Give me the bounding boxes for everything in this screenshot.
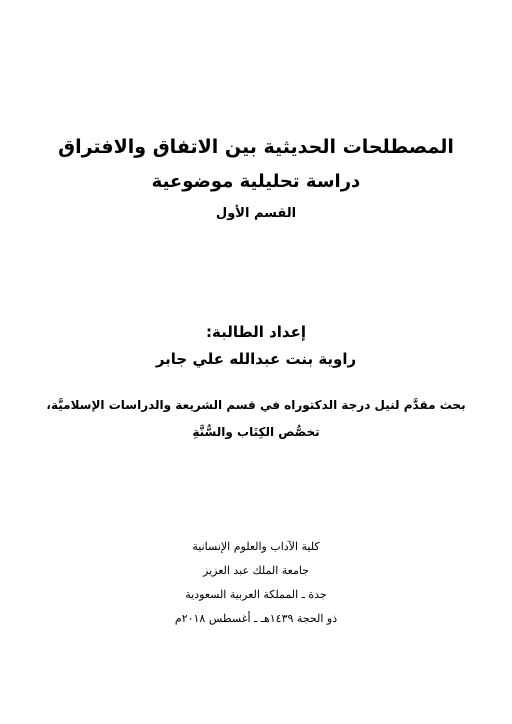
- faculty-name: كلية الآداب والعلوم الإنسانية: [192, 540, 320, 553]
- author-name: راوية بنت عبدالله علي جابر: [155, 350, 357, 368]
- document-subtitle: دراسة تحليلية موضوعية: [151, 171, 361, 192]
- submission-date: ذو الحجة ١٤٣٩هـ ـ أغسطس ٢٠١٨م: [174, 612, 338, 625]
- part-label: القسم الأول: [215, 206, 297, 221]
- university-name: جامعة الملك عبد العزيز: [203, 564, 309, 577]
- thesis-statement-line-1: بحث مقدَّم لنيل درجة الدكتوراه في قسم الشريعة والدراسات الإسلاميَّة،: [46, 398, 466, 412]
- thesis-statement-line-2: تخصُّص الكِتَاب والسُّنَّةِ: [192, 425, 320, 439]
- author-label: إعداد الطالبة:: [206, 323, 306, 341]
- document-title: المصطلحات الحديثية بين الاتفاق والافتراق: [58, 136, 454, 158]
- location: جدة ـ المملكة العربية السعودية: [185, 588, 327, 601]
